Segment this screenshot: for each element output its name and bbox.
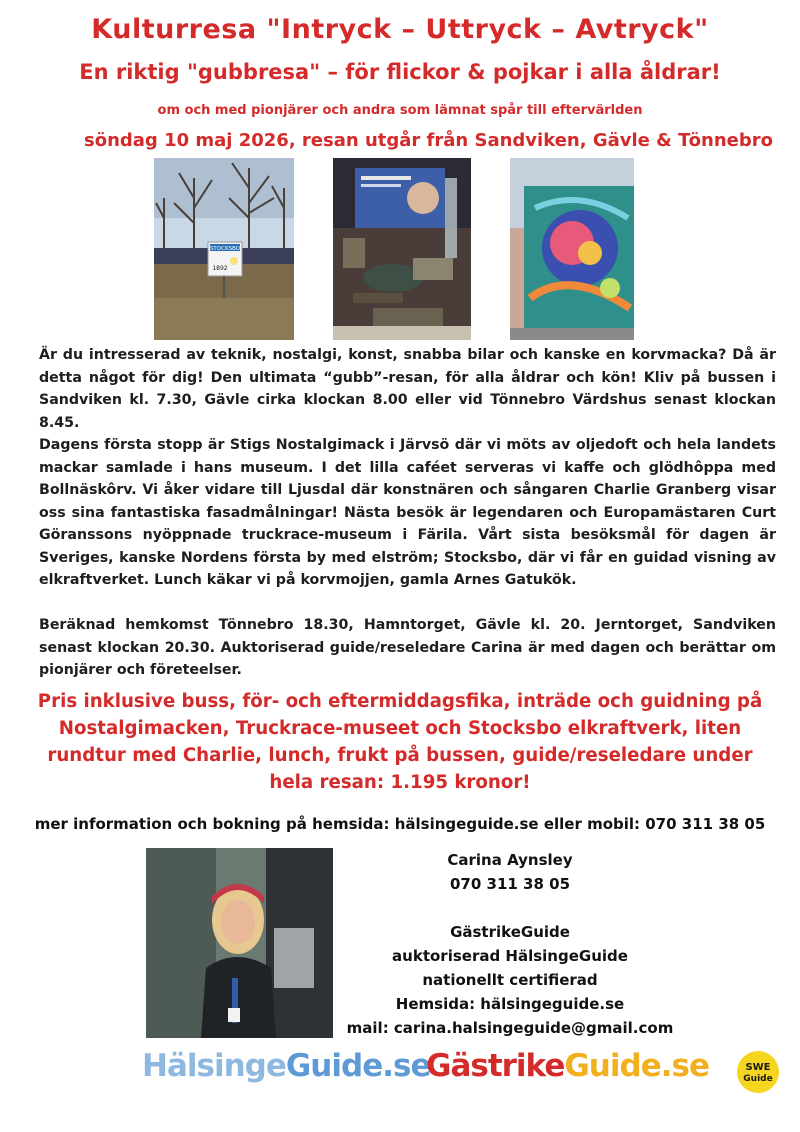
contact-block xyxy=(330,848,690,1040)
contact-name: Carina Aynsley xyxy=(447,851,573,869)
logo-row xyxy=(0,1044,800,1104)
trip-date-line: söndag 10 maj 2026, resan utgår från Sandviken, Gävle & Tönnebro xyxy=(84,130,774,151)
svg-text:SWE: SWE xyxy=(745,1062,771,1073)
contact-authorization: auktoriserad HälsingeGuide xyxy=(392,947,628,965)
mural-building-photo xyxy=(510,158,634,340)
swe-guide-badge-icon xyxy=(736,1050,780,1094)
museum-display-photo xyxy=(333,158,471,340)
gastrikeguide-logo[interactable]: GästrikeGuide.se xyxy=(426,1048,709,1084)
return-paragraph: Beräknad hemkomst Tönnebro 18.30, Hamntorget, Gävle kl. 20. Jerntorget, Sandviken senast klockan 20.30. Auktoriserad guide/reseledare Carina är med dagen och berättar om pionjärer och företeelser. xyxy=(39,617,776,678)
poster-tagline: om och med pionjärer och andra som lämnat spår till eftervärlden xyxy=(157,103,643,118)
intro-paragraph: Är du intresserad av teknik, nostalgi, konst, snabba bilar och kanske en korvmacka? Då är detta något för dig! Den ultimata “gubb”-resan, för alla åldrar och kön! Kliv på bussen i Sandviken kl. 7.30, Gävle cirka klockan 8.00 eller vid Tönnebro Värdshus senast klockan 8.45. xyxy=(39,347,776,431)
itinerary-paragraph: Dagens första stopp är Stigs Nostalgimack i Järvsö där vi möts av oljedoft och hela landets mackar samlade i hans museum. I det lilla caféet serveras vi kaffe och glödhôppa med Bollnäskôrv. Vi åker vidare till Ljusdal där konstnären och sångaren Charlie Granberg visar oss sina fantastiska fasadmålningar! Nästa besök är legendaren och Europamästaren Curt Göranssons nyöppnade truckrace-museum i Färila. Vårt sista besöksmål för dagen är Sveriges, kanske Nordens första by med elström; Stocksbo, där vi får en guidad visning av elkraftverket. Lunch käkar vi på korvmojjen, gamla Arnes Gatukök. xyxy=(39,437,776,588)
poster-title: Kulturresa "Intryck – Uttryck – Avtryck" xyxy=(91,14,709,45)
price-paragraph: Pris inklusive buss, för- och eftermiddagsfika, inträde och guidning på Nostalgimacken, Truckrace-museet och Stocksbo elkraftverk, liten rundtur med Charlie, lunch, frukt på bussen, guide/reseledare under hela resan: 1.195 kronor! xyxy=(37,691,763,793)
stocksbo-sign-photo xyxy=(154,158,294,340)
contact-website[interactable]: Hemsida: hälsingeguide.se xyxy=(395,995,625,1013)
contact-phone[interactable]: 070 311 38 05 xyxy=(449,875,571,893)
contact-certification: nationellt certifierad xyxy=(422,971,598,989)
sign-year-text: 1892 xyxy=(212,265,228,272)
booking-info-line: mer information och bokning på hemsida: hälsingeguide.se eller mobil: 070 311 38 05 xyxy=(34,815,766,833)
sign-name-text: STOCKSBO xyxy=(209,246,241,252)
svg-text:Guide: Guide xyxy=(743,1074,773,1084)
contact-email[interactable]: mail: carina.halsingeguide@gmail.com xyxy=(346,1019,674,1037)
halsingeguide-logo[interactable]: HälsingeGuide.se xyxy=(142,1048,431,1084)
poster-subtitle: En riktig "gubbresa" – för flickor & pojkar i alla åldrar! xyxy=(79,60,721,84)
contact-company: GästrikeGuide xyxy=(450,923,570,941)
guide-portrait-photo xyxy=(146,848,333,1038)
